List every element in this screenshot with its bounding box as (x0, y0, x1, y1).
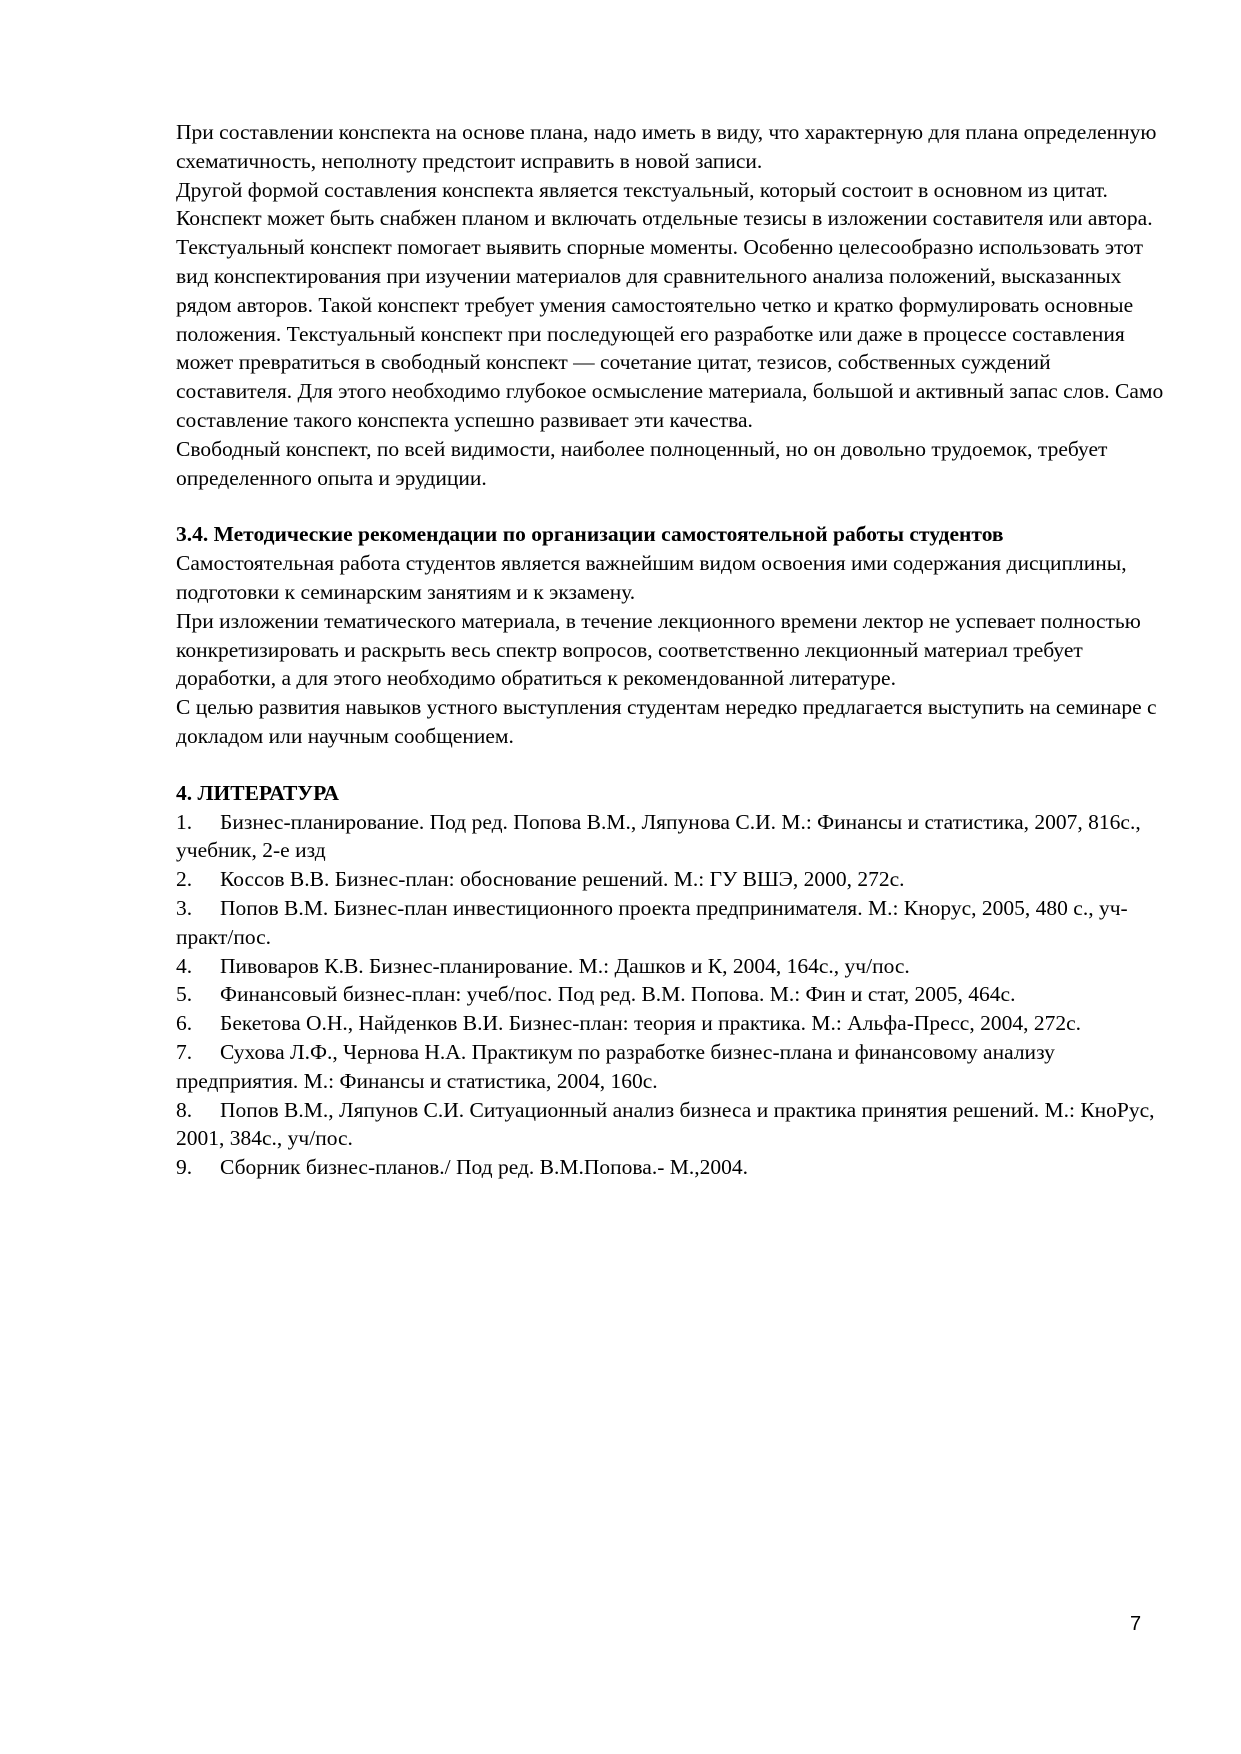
section-heading: 3.4. Методические рекомендации по организации самостоятельной работы студентов (176, 522, 1004, 547)
reference-item (176, 980, 1166, 1009)
document-page (176, 118, 1166, 1182)
reference-number: 7. (176, 1039, 193, 1064)
paragraph: Свободный конспект, по всей видимости, наиболее полноценный, но он довольно трудоемок, требует определенного опыта и эрудиции. (176, 436, 1108, 490)
reference-item (176, 1096, 1166, 1154)
reference-item (176, 1038, 1166, 1096)
spacer (176, 751, 1166, 779)
paragraph: Текстуальный конспект помогает выявить спорные моменты. Особенно целесообразно использовать этот вид конспектирования при изучении материалов для сравнительного анализа положений, высказанных рядом авторов. Такой конспект требует умения самостоятельно четко и кратко формулировать основные положения. Текстуальный конспект при последующей его разработке или даже в процессе составления может превратиться в свободный конспект — сочетание цитат, тезисов, собственных суждений составителя. Для этого необходимо глубокое осмысление материала, большой и активный запас слов. Само составление такого конспекта успешно развивает эти качества. (176, 235, 1164, 432)
reference-number: 3. (176, 895, 193, 920)
reference-item (176, 865, 1166, 894)
reference-text: Финансовый бизнес-план: учеб/пос. Под ред. В.М. Попова. М.: Фин и стат, 2005, 464с. (220, 982, 1016, 1007)
reference-text: Бекетова О.Н., Найденков В.И. Бизнес-план: теория и практика. М.: Альфа-Пресс, 2004, 272с. (220, 1011, 1081, 1036)
literature-heading: 4. ЛИТЕРАТУРА (176, 780, 339, 805)
paragraph: С целью развития навыков устного выступления студентам нередко предлагается выступить на семинаре с докладом или научным сообщением. (176, 695, 1157, 748)
paragraph: Другой формой составления конспекта является текстуальный, который состоит в основном из цитат. Конспект может быть снабжен планом и включать отдельные тезисы в изложении составителя или автора. (176, 177, 1153, 231)
reference-item (176, 808, 1166, 866)
reference-number: 8. (176, 1097, 193, 1122)
paragraph: Самостоятельная работа студентов является важнейшим видом освоения ими содержания дисциплины, подготовки к семинарским занятиям и к экзамену. (176, 551, 1127, 604)
reference-item (176, 952, 1166, 981)
reference-text: Попов В.М. Бизнес-план инвестиционного проекта предпринимателя. М.: Кнорус, 2005, 480 с., уч-практ/пос. (176, 895, 1128, 949)
reference-number: 6. (176, 1011, 193, 1036)
reference-item (176, 1153, 1166, 1182)
page-number: 7 (1130, 1613, 1142, 1635)
reference-number: 4. (176, 953, 193, 978)
paragraph: При составлении конспекта на основе плана, надо иметь в виду, что характерную для плана определенную схематичность, неполноту предстоит исправить в новой записи. (176, 120, 1157, 173)
reference-text: Коссов В.В. Бизнес-план: обоснование решений. М.: ГУ ВШЭ, 2000, 272с. (220, 867, 905, 892)
reference-item (176, 894, 1166, 952)
reference-text: Сухова Л.Ф., Чернова Н.А. Практикум по разработке бизнес-плана и финансовому анализу предприятия. М.: Финансы и статистика, 2004, 160с. (176, 1039, 1055, 1093)
reference-item (176, 1009, 1166, 1038)
reference-text: Попов В.М., Ляпунов С.И. Ситуационный анализ бизнеса и практика принятия решений. М.: КноРус, 2001, 384с., уч/пос. (176, 1097, 1155, 1151)
reference-text: Сборник бизнес-планов./ Под ред. В.М.Попова.- М.,2004. (220, 1155, 748, 1180)
reference-list (176, 808, 1166, 1182)
reference-text: Пивоваров К.В. Бизнес-планирование. М.: Дашков и К, 2004, 164с., уч/пос. (220, 953, 910, 978)
paragraph: При изложении тематического материала, в течение лекционного времени лектор не успевает полностью конкретизировать и раскрыть весь спектр вопросов, соответственно лекционный материал требует доработки, а для этого необходимо обратиться к рекомендованной литературе. (176, 608, 1141, 691)
reference-number: 1. (176, 809, 193, 834)
spacer (176, 492, 1166, 520)
reference-number: 5. (176, 982, 193, 1007)
reference-number: 2. (176, 867, 193, 892)
reference-number: 9. (176, 1155, 193, 1180)
reference-text: Бизнес-планирование. Под ред. Попова В.М., Ляпунова С.И. М.: Финансы и статистика, 2007, 816с., учебник, 2-е изд (176, 809, 1141, 863)
